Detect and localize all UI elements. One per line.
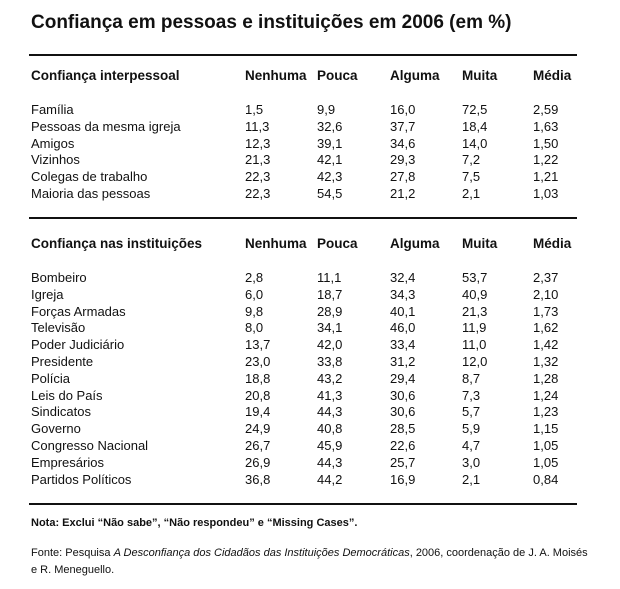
table-cell: 1,63 <box>533 118 559 134</box>
table-cell: 7,5 <box>462 169 481 185</box>
column-header: Nenhuma <box>245 68 307 83</box>
table-cell: 36,8 <box>245 471 271 487</box>
table-cell: 37,7 <box>390 118 416 134</box>
table-row <box>0 454 620 471</box>
row-label: Partidos Políticos <box>31 471 132 487</box>
table-note: Nota: Exclui “Não sabe”, “Não respondeu” e “Missing Cases”. <box>31 517 358 529</box>
column-header: Alguma <box>390 236 440 251</box>
row-label: Poder Judiciário <box>31 337 125 353</box>
table-row <box>0 336 620 353</box>
row-label: Igreja <box>31 286 64 302</box>
table-cell: 16,9 <box>390 471 416 487</box>
table-cell: 5,7 <box>462 404 481 420</box>
table-cell: 53,7 <box>462 270 488 285</box>
row-label: Presidente <box>31 354 94 369</box>
table-cell: 27,8 <box>390 169 416 185</box>
table-cell: 40,8 <box>317 421 343 437</box>
column-header: Muita <box>462 236 498 251</box>
table-cell: 29,3 <box>390 152 416 168</box>
table-cell: 12,0 <box>462 354 488 369</box>
row-label: Governo <box>31 421 81 437</box>
table-cell: 1,23 <box>533 404 559 420</box>
column-header: Média <box>533 236 572 251</box>
column-header: Nenhuma <box>245 236 307 251</box>
table-cell: 22,6 <box>390 438 416 453</box>
table-cell: 1,50 <box>533 135 559 151</box>
table-row <box>0 269 620 286</box>
column-header: Alguma <box>390 68 440 83</box>
table-cell: 14,0 <box>462 135 488 151</box>
source-title: A Desconfiança dos Cidadãos das Instituições Democráticas <box>113 547 410 559</box>
column-header: Média <box>533 68 572 83</box>
table-cell: 30,6 <box>390 387 416 403</box>
table-cell: 1,05 <box>533 438 559 453</box>
table-cell: 16,0 <box>390 102 416 117</box>
table-cell: 26,7 <box>245 438 271 453</box>
table-cell: 9,8 <box>245 303 264 319</box>
row-label: Bombeiro <box>31 270 87 285</box>
table-cell: 34,3 <box>390 286 416 302</box>
table-cell: 1,24 <box>533 387 559 403</box>
table-row <box>0 319 620 336</box>
row-label: Família <box>31 102 74 117</box>
table-row <box>0 420 620 437</box>
table-cell: 6,0 <box>245 286 264 302</box>
top-rule <box>29 54 577 56</box>
table-cell: 18,8 <box>245 370 271 386</box>
table-cell: 43,2 <box>317 370 343 386</box>
table-cell: 18,4 <box>462 118 488 134</box>
table-cell: 44,2 <box>317 471 343 487</box>
table-row <box>0 471 620 488</box>
source-suffix: , 2006, coordenação de J. A. Moisés e R. Meneguello. <box>31 547 588 576</box>
table-cell: 8,7 <box>462 370 481 386</box>
table-cell: 1,42 <box>533 337 559 353</box>
table-cell: 7,3 <box>462 387 481 403</box>
table-cell: 31,2 <box>390 354 416 369</box>
row-label: Maioria das pessoas <box>31 186 151 201</box>
table-cell: 21,3 <box>462 303 488 319</box>
table-cell: 44,3 <box>317 454 343 470</box>
table-cell: 11,9 <box>462 320 487 336</box>
column-header: Pouca <box>317 236 358 251</box>
table-cell: 22,3 <box>245 169 271 185</box>
table-row <box>0 370 620 387</box>
table-row <box>0 437 620 454</box>
table-cell: 72,5 <box>462 102 488 117</box>
table-cell: 1,32 <box>533 354 559 369</box>
table-cell: 41,3 <box>317 387 343 403</box>
table-cell: 1,5 <box>245 102 264 117</box>
table-cell: 2,8 <box>245 270 264 285</box>
table-cell: 0,84 <box>533 471 559 487</box>
section-heading: Confiança interpessoal <box>31 68 180 83</box>
table-row <box>0 135 620 152</box>
table-cell: 11,0 <box>462 337 487 353</box>
table-cell: 19,4 <box>245 404 271 420</box>
section-heading: Confiança nas instituições <box>31 236 203 251</box>
table-cell: 23,0 <box>245 354 271 369</box>
column-header: Muita <box>462 68 498 83</box>
row-label: Colegas de trabalho <box>31 169 148 185</box>
table-cell: 21,3 <box>245 152 271 168</box>
table-row <box>0 101 620 118</box>
row-label: Leis do País <box>31 387 103 403</box>
table-cell: 30,6 <box>390 404 416 420</box>
table-cell: 1,62 <box>533 320 559 336</box>
row-label: Vizinhos <box>31 152 80 168</box>
table-cell: 9,9 <box>317 102 336 117</box>
table-cell: 34,1 <box>317 320 343 336</box>
table-cell: 2,59 <box>533 102 559 117</box>
table-title: Confiança em pessoas e instituições em 2006 (em %) <box>31 12 512 33</box>
table-cell: 1,03 <box>533 186 559 201</box>
table-row <box>0 168 620 185</box>
source-prefix: Fonte: Pesquisa <box>31 547 114 559</box>
table-cell: 32,4 <box>390 270 416 285</box>
table-cell: 4,7 <box>462 438 481 453</box>
table-cell: 2,37 <box>533 270 559 285</box>
bottom-rule <box>29 503 577 505</box>
row-label: Televisão <box>31 320 86 336</box>
table-cell: 44,3 <box>317 404 343 420</box>
table-cell: 1,73 <box>533 303 559 319</box>
table-cell: 20,8 <box>245 387 271 403</box>
table-cell: 2,10 <box>533 286 559 302</box>
table-row <box>0 151 620 168</box>
row-label: Polícia <box>31 370 71 386</box>
table-cell: 33,4 <box>390 337 416 353</box>
row-label: Forças Armadas <box>31 303 126 319</box>
table-cell: 1,22 <box>533 152 559 168</box>
table-cell: 1,15 <box>533 421 559 437</box>
table-row <box>0 303 620 320</box>
table-cell: 1,21 <box>533 169 559 185</box>
section-divider-rule <box>29 217 577 219</box>
row-label: Congresso Nacional <box>31 438 149 453</box>
table-cell: 22,3 <box>245 186 271 201</box>
table-cell: 1,05 <box>533 454 559 470</box>
table-cell: 39,1 <box>317 135 343 151</box>
table-row <box>0 286 620 303</box>
row-label: Empresários <box>31 454 104 470</box>
table-cell: 29,4 <box>390 370 416 386</box>
table-cell: 32,6 <box>317 118 343 134</box>
table-cell: 5,9 <box>462 421 481 437</box>
table-cell: 18,7 <box>317 286 343 302</box>
source-citation <box>31 545 591 579</box>
table-cell: 42,3 <box>317 169 343 185</box>
table-cell: 26,9 <box>245 454 271 470</box>
table-cell: 11,3 <box>245 118 270 134</box>
table-cell: 3,0 <box>462 454 481 470</box>
table-cell: 2,1 <box>462 471 481 487</box>
table-row <box>0 403 620 420</box>
table-row <box>0 387 620 404</box>
row-label: Amigos <box>31 135 75 151</box>
table-row <box>0 118 620 135</box>
table-row <box>0 185 620 202</box>
table-cell: 54,5 <box>317 186 343 201</box>
table-cell: 45,9 <box>317 438 343 453</box>
table-cell: 8,0 <box>245 320 264 336</box>
table-cell: 46,0 <box>390 320 416 336</box>
table-cell: 28,9 <box>317 303 343 319</box>
table-cell: 40,9 <box>462 286 488 302</box>
table-cell: 34,6 <box>390 135 416 151</box>
table-cell: 25,7 <box>390 454 416 470</box>
table-cell: 24,9 <box>245 421 271 437</box>
row-label: Sindicatos <box>31 404 91 420</box>
table-cell: 7,2 <box>462 152 481 168</box>
table-cell: 13,7 <box>245 337 271 353</box>
table-cell: 28,5 <box>390 421 416 437</box>
table-cell: 40,1 <box>390 303 416 319</box>
table-cell: 12,3 <box>245 135 271 151</box>
table-cell: 2,1 <box>462 186 481 201</box>
table-cell: 21,2 <box>390 186 416 201</box>
section-header-row <box>0 235 620 252</box>
table-cell: 1,28 <box>533 370 559 386</box>
table-cell: 42,0 <box>317 337 343 353</box>
table-cell: 33,8 <box>317 354 343 369</box>
row-label: Pessoas da mesma igreja <box>31 118 181 134</box>
section-header-row <box>0 67 620 84</box>
table-cell: 42,1 <box>317 152 343 168</box>
column-header: Pouca <box>317 68 358 83</box>
table-row <box>0 353 620 370</box>
table-cell: 11,1 <box>317 270 342 285</box>
